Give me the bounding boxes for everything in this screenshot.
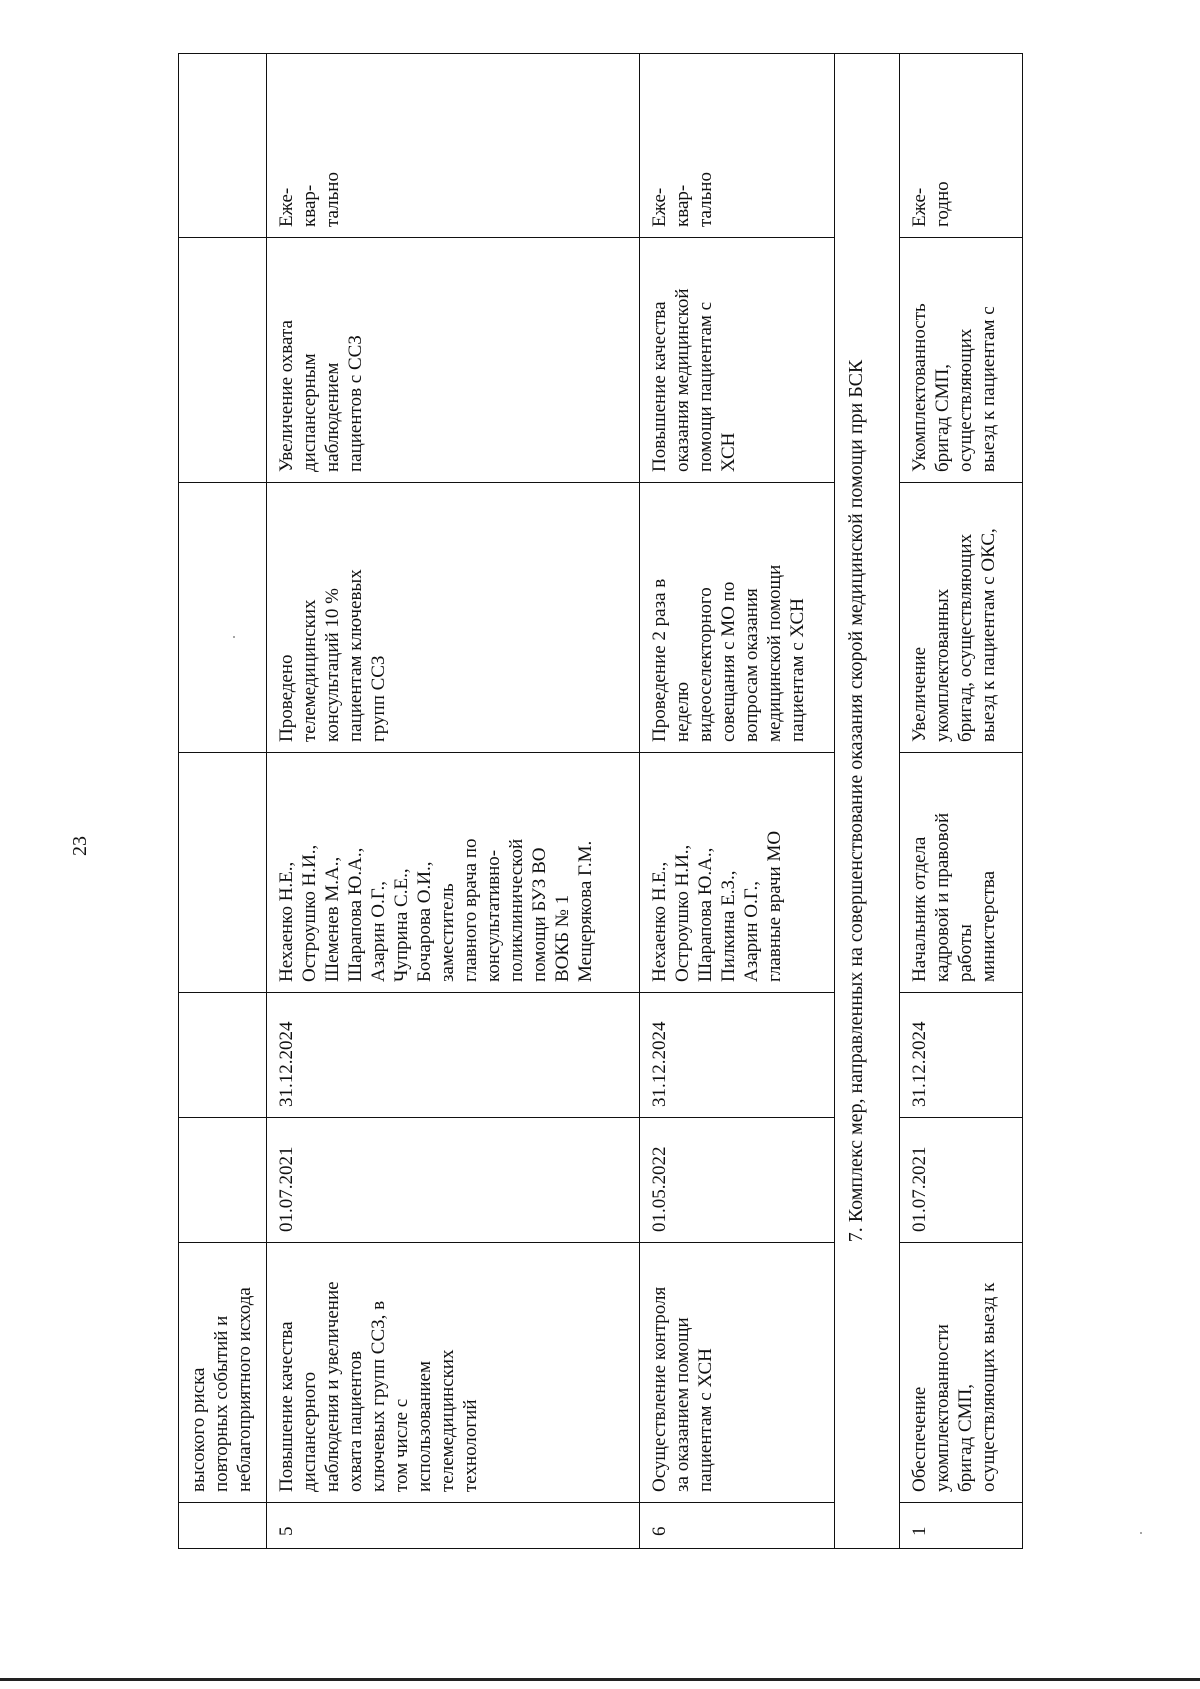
text-line: помощи БУЗ ВО xyxy=(529,847,550,982)
period-cell xyxy=(267,54,640,238)
text-line: квар- xyxy=(672,184,693,227)
text-line: осуществляющих xyxy=(955,328,976,472)
text-line: технологий xyxy=(460,1399,481,1492)
indicator-cell xyxy=(900,238,1023,483)
period-cell xyxy=(900,54,1023,238)
text-line: осуществляющих выезд к xyxy=(978,1282,999,1492)
text-line: Пилкина Е.З., xyxy=(718,870,739,982)
text-line: Осуществление контроля xyxy=(649,1286,670,1492)
text-line: укомплектованных xyxy=(932,588,953,742)
period-cell xyxy=(179,54,267,238)
text-line: бригад СМП, xyxy=(932,363,953,472)
text-line: наблюдением xyxy=(322,362,343,472)
row-number-cell: 6 xyxy=(640,1503,835,1549)
responsible-cell xyxy=(900,753,1023,993)
text-line: помощи пациентам с xyxy=(695,301,716,472)
text-line: Мещерякова Г.М. xyxy=(575,840,596,982)
table-row xyxy=(640,54,835,1549)
indicator-cell xyxy=(267,238,640,483)
text-line: Нехаенко Н.Е., xyxy=(276,861,297,982)
start-date-cell: 01.05.2022 xyxy=(640,1118,835,1243)
text-line: Повышение качества xyxy=(649,301,670,472)
text-line: Еже- xyxy=(276,187,297,227)
text-line: квар- xyxy=(299,184,320,227)
period-cell xyxy=(640,54,835,238)
text-line: пациентам с ХСН xyxy=(787,598,808,742)
text-line: повторных событий и xyxy=(211,1315,232,1492)
text-line: кадровой и правовой xyxy=(932,812,953,982)
scan-speck xyxy=(1140,1532,1142,1534)
text-line: консультативно- xyxy=(483,849,504,982)
end-date-cell: 31.12.2024 xyxy=(640,993,835,1118)
text-line: Остроушко Н.И., xyxy=(299,844,320,982)
measure-cell xyxy=(900,1243,1023,1503)
result-cell xyxy=(267,483,640,753)
result-cell xyxy=(900,483,1023,753)
text-line: Начальник отдела xyxy=(909,836,930,982)
text-line: пациентам с ХСН xyxy=(695,1348,716,1492)
text-line: диспансерного xyxy=(299,1371,320,1492)
text-line: Шарапова Ю.А., xyxy=(695,847,716,982)
start-date-cell: 01.07.2021 xyxy=(267,1118,640,1243)
text-line: главные врачи МО xyxy=(764,830,785,982)
text-line: телемедицинских xyxy=(299,599,320,742)
text-line: пациентам ключевых xyxy=(345,569,366,742)
scan-speck xyxy=(233,636,235,638)
text-line: министерства xyxy=(978,870,999,982)
indicator-cell xyxy=(179,238,267,483)
text-line: главного врача по xyxy=(460,838,481,982)
page-number: 23 xyxy=(69,836,91,856)
text-line: выезд к пациентам с ОКС, xyxy=(978,528,999,742)
text-line: медицинской помощи xyxy=(764,564,785,742)
text-line: неблагоприятного исхода xyxy=(234,1287,255,1492)
text-line: Укомплектованность xyxy=(909,303,930,472)
rotated-table-wrapper xyxy=(178,54,1200,1549)
text-line: Нехаенко Н.Е., xyxy=(649,861,670,982)
text-line: Еже- xyxy=(909,187,930,227)
responsible-cell xyxy=(267,753,640,993)
responsible-cell xyxy=(640,753,835,993)
text-line: телемедицинских xyxy=(437,1349,458,1492)
responsible-cell xyxy=(179,753,267,993)
row-number-cell: 1 xyxy=(900,1503,1023,1549)
text-line: наблюдения и увеличение xyxy=(322,1281,343,1492)
text-line: Чуприна С.Е., xyxy=(391,868,412,982)
text-line: Обеспечение xyxy=(909,1386,930,1492)
end-date-cell: 31.12.2024 xyxy=(267,993,640,1118)
table-row xyxy=(267,54,640,1549)
text-line: бригад, осуществляющих xyxy=(955,533,976,742)
start-date-cell xyxy=(179,1118,267,1243)
section-title: 7. Комплекс мер, направленных на совершенствование оказания скорой медицинской помощи при БСК xyxy=(835,54,900,1549)
table-row xyxy=(179,54,267,1549)
start-date-cell: 01.07.2021 xyxy=(900,1118,1023,1243)
measure-cell xyxy=(640,1243,835,1503)
text-line: ключевых групп ССЗ, в xyxy=(368,1300,389,1492)
scan-bottom-edge xyxy=(0,1678,1200,1681)
text-line: работы xyxy=(955,924,976,982)
measures-table xyxy=(178,53,1023,1549)
text-line: неделю xyxy=(672,681,693,742)
text-line: высокого риска xyxy=(188,1367,209,1492)
row-number-cell xyxy=(179,1503,267,1549)
text-line: совещания с МО по xyxy=(718,581,739,742)
text-line: заместитель xyxy=(437,883,458,982)
text-line: Шарапова Ю.А., xyxy=(345,847,366,982)
text-line: видеоселекторного xyxy=(695,587,716,742)
table-row xyxy=(900,54,1023,1549)
text-line: вопросам оказания xyxy=(741,588,762,742)
text-line: том числе с xyxy=(391,1398,412,1492)
text-line: бригад СМП, xyxy=(955,1383,976,1492)
text-line: укомплектованности xyxy=(932,1324,953,1492)
text-line: Азарин О.Г., xyxy=(368,880,389,982)
text-line: поликлинической xyxy=(506,838,527,982)
indicator-cell xyxy=(640,238,835,483)
text-line: Проведение 2 раза в xyxy=(649,578,670,742)
text-line: за оказанием помощи xyxy=(672,1317,693,1492)
text-line: Увеличение охвата xyxy=(276,320,297,472)
text-line: диспансерным xyxy=(299,353,320,472)
section-header-row xyxy=(835,54,900,1549)
text-line: оказания медицинской xyxy=(672,288,693,472)
text-line: Шеменев М.А., xyxy=(322,856,343,982)
text-line: выезд к пациентам с xyxy=(978,306,999,472)
text-line: охвата пациентов xyxy=(345,1351,366,1492)
measure-cell xyxy=(267,1243,640,1503)
text-line: консультаций 10 % xyxy=(322,587,343,742)
text-line: Остроушко Н.И., xyxy=(672,844,693,982)
end-date-cell xyxy=(179,993,267,1118)
text-line: ВОКБ № 1 xyxy=(552,894,573,982)
measure-cell xyxy=(179,1243,267,1503)
text-line: тально xyxy=(322,172,343,227)
row-number-cell: 5 xyxy=(267,1503,640,1549)
end-date-cell: 31.12.2024 xyxy=(900,993,1023,1118)
text-line: Еже- xyxy=(649,187,670,227)
result-cell xyxy=(640,483,835,753)
text-line: ХСН xyxy=(718,432,739,472)
text-line: Бочарова О.И., xyxy=(414,861,435,982)
text-line: Повышение качества xyxy=(276,1321,297,1492)
text-line: Проведено xyxy=(276,654,297,742)
text-line: тально xyxy=(695,172,716,227)
text-line: использованием xyxy=(414,1360,435,1492)
text-line: Азарин О.Г., xyxy=(741,880,762,982)
text-line: групп ССЗ xyxy=(368,655,389,742)
text-line: Увеличение xyxy=(909,646,930,742)
text-line: пациентов с ССЗ xyxy=(345,335,366,472)
text-line: годно xyxy=(932,181,953,227)
result-cell xyxy=(179,483,267,753)
